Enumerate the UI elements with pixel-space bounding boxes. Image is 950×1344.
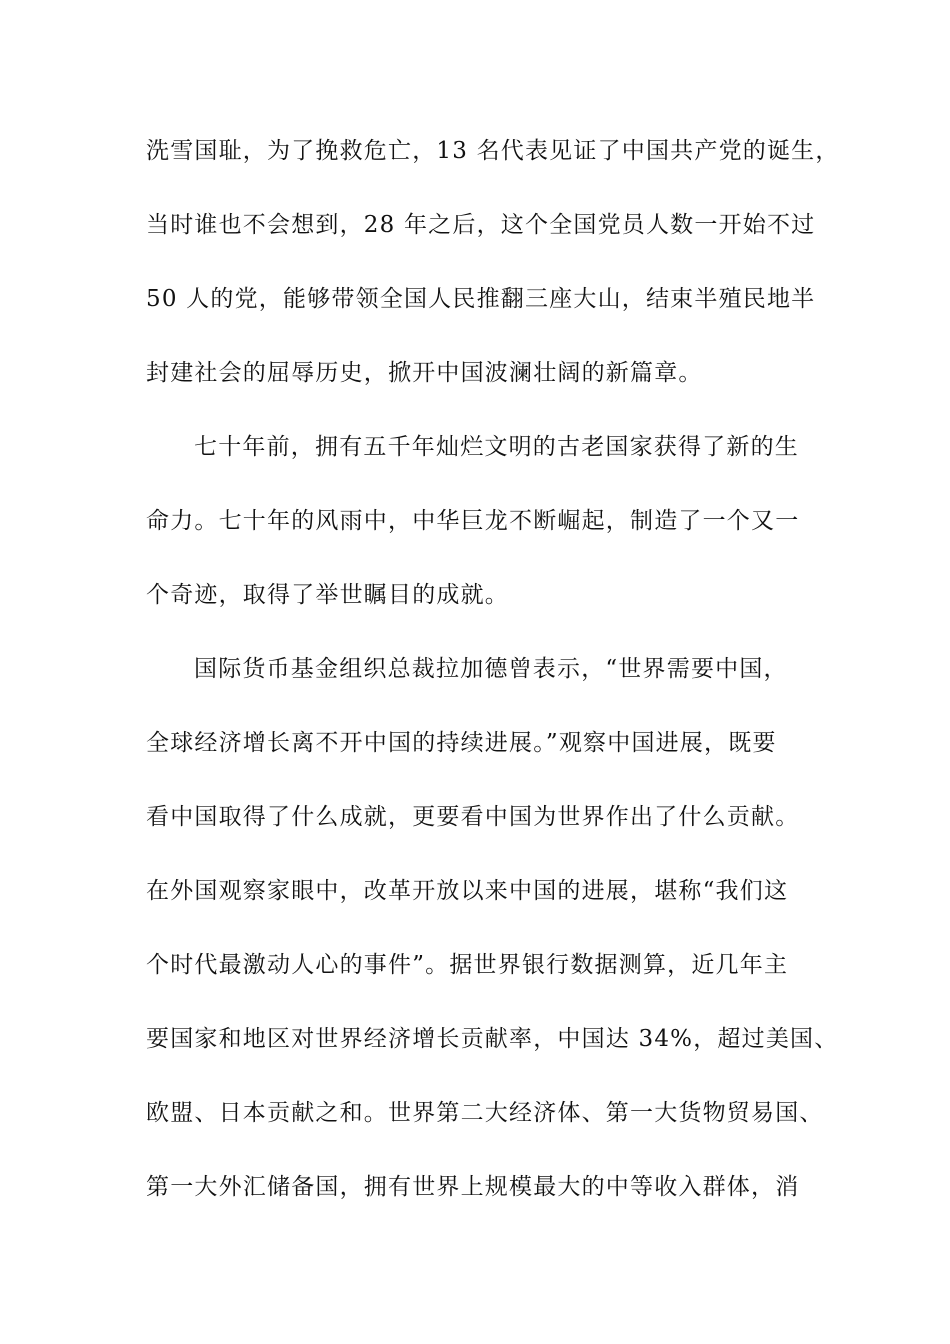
text-line: 个时代最激动人心的事件”。据世界银行数据测算，近几年主: [146, 952, 789, 978]
text-line: 全球经济增长离不开中国的持续进展。”观察中国进展，既要: [146, 730, 777, 756]
text-line: 欧盟、日本贡献之和。世界第二大经济体、第一大货物贸易国、: [146, 1100, 824, 1126]
text-line: 个奇迹，取得了举世瞩目的成就。: [146, 582, 509, 608]
text-line: 封建社会的屈辱历史，掀开中国波澜壮阔的新篇章。: [146, 360, 703, 386]
text-line: 国际货币基金组织总裁拉加德曾表示，“世界需要中国，: [194, 656, 788, 682]
text-line: 要国家和地区对世界经济增长贡献率，中国达 34%，超过美国、: [146, 1026, 839, 1052]
text-line: 第一大外汇储备国，拥有世界上规模最大的中等收入群体，消: [146, 1174, 800, 1200]
text-line: 看中国取得了什么成就，更要看中国为世界作出了什么贡献。: [146, 804, 800, 830]
text-line: 命力。七十年的风雨中，中华巨龙不断崛起，制造了一个又一: [146, 508, 800, 534]
text-line: 在外国观察家眼中，改革开放以来中国的进展，堪称“我们这: [146, 878, 789, 904]
text-line: 洗雪国耻，为了挽救危亡，13 名代表见证了中国共产党的诞生，: [146, 138, 840, 164]
text-line: 50 人的党，能够带领全国人民推翻三座大山，结束半殖民地半: [146, 286, 816, 312]
text-line: 当时谁也不会想到，28 年之后，这个全国党员人数一开始不过: [146, 212, 816, 238]
text-line: 七十年前，拥有五千年灿烂文明的古老国家获得了新的生: [194, 434, 799, 460]
